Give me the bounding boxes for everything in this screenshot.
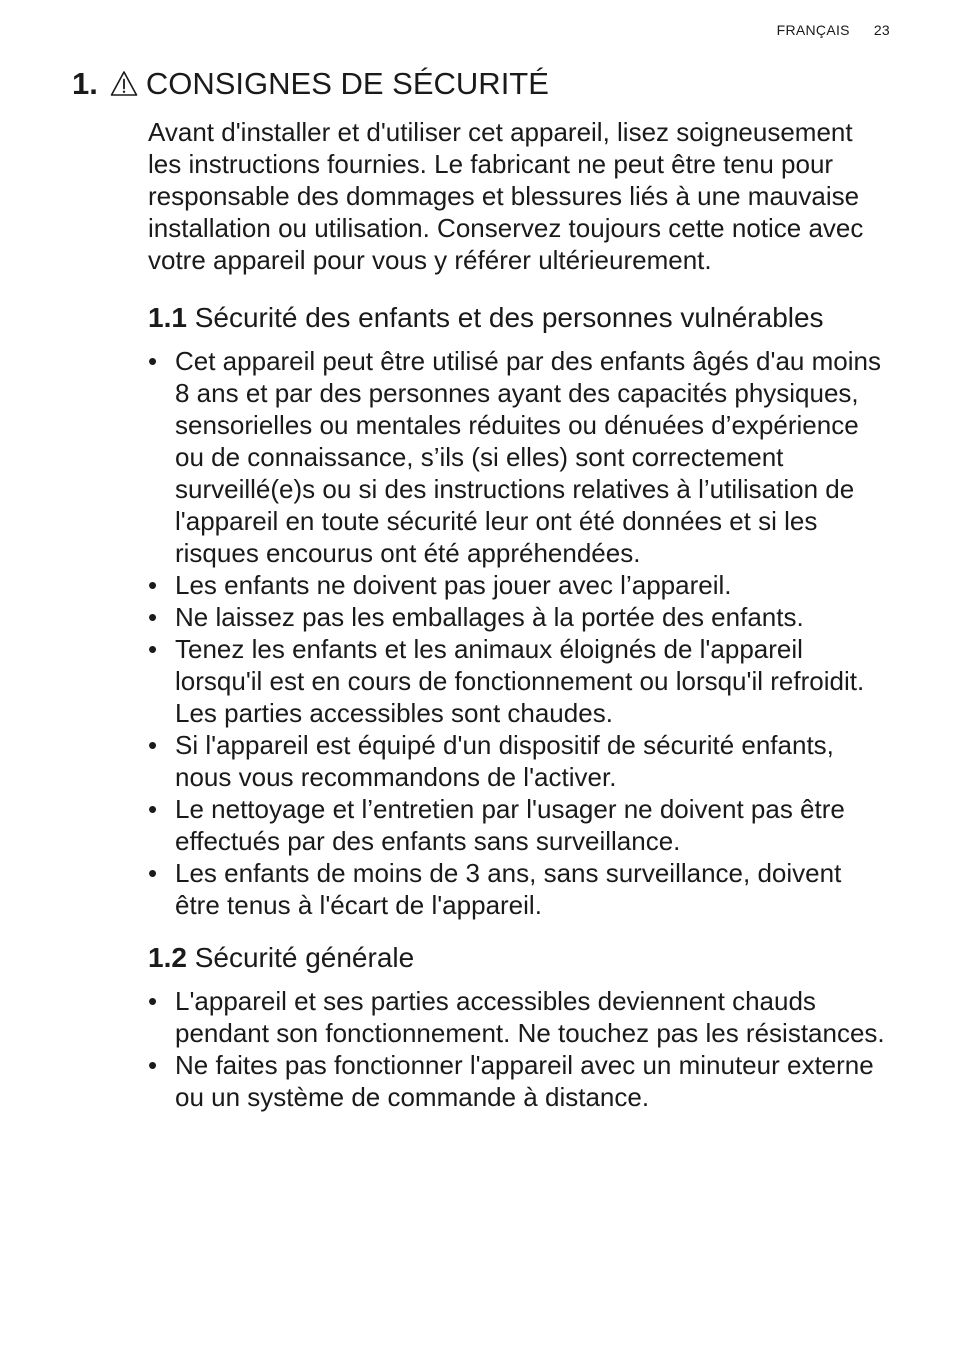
section-title: Sécurité générale (194, 942, 415, 973)
intro-paragraph: Avant d'installer et d'utiliser cet appareil, lisez soigneusement les instructions fournies. Le fabricant ne peut être tenu pour responsable des dommages et blessures liés à une mauvaise installation ou utilisation. Conservez toujours cette notice avec votre appareil pour vous y référer ultérieurement. (148, 117, 864, 275)
header-language: FRANÇAIS (776, 22, 850, 38)
warning-triangle-icon (110, 70, 138, 98)
chapter-title-text: CONSIGNES DE SÉCURITÉ (145, 66, 549, 101)
section-number: 1.1 (148, 302, 187, 333)
section-number: 1.2 (148, 942, 187, 973)
list-item: • Les enfants ne doivent pas jouer avec l’appareil. (148, 569, 892, 601)
bullet-list (148, 345, 892, 921)
list-item: • L'appareil et ses parties accessibles deviennent chauds pendant son fonctionnement. Ne touchez pas les résistances. (148, 985, 892, 1049)
chapter-title (72, 66, 549, 102)
list-item: • Les enfants de moins de 3 ans, sans surveillance, doivent être tenus à l'écart de l'appareil. (148, 857, 892, 921)
list-item: • Ne laissez pas les emballages à la portée des enfants. (148, 601, 892, 633)
list-item: • Le nettoyage et l’entretien par l'usager ne doivent pas être effectués par des enfants sans surveillance. (148, 793, 892, 857)
list-item: • Cet appareil peut être utilisé par des enfants âgés d'au moins 8 ans et par des personnes ayant des capacités physiques, sensorielles ou mentales réduites ou dénuées d’expérience ou de connaissance, s’ils (si elles) sont correctement surveillé(e)s ou si des instructions relatives à l’utilisation de l'appareil en toute sécurité leur ont été données et si les risques encourus ont été appréhendées. (148, 345, 892, 569)
bullet-list (148, 985, 892, 1113)
page-header (777, 22, 890, 38)
page-number: 23 (873, 22, 890, 38)
section-title: Sécurité des enfants et des personnes vulnérables (194, 302, 824, 333)
list-item: • Ne faites pas fonctionner l'appareil avec un minuteur externe ou un système de commande à distance. (148, 1049, 892, 1113)
list-item: • Tenez les enfants et les animaux éloignés de l'appareil lorsqu'il est en cours de fonctionnement ou lorsqu'il refroidit. Les parties accessibles sont chaudes. (148, 633, 892, 729)
page-content (148, 116, 892, 1113)
section-heading-1-2 (148, 941, 892, 975)
section-heading-1-1 (148, 301, 892, 335)
chapter-number: 1. (72, 66, 98, 101)
list-item: • Si l'appareil est équipé d'un dispositif de sécurité enfants, nous vous recommandons de l'activer. (148, 729, 892, 793)
